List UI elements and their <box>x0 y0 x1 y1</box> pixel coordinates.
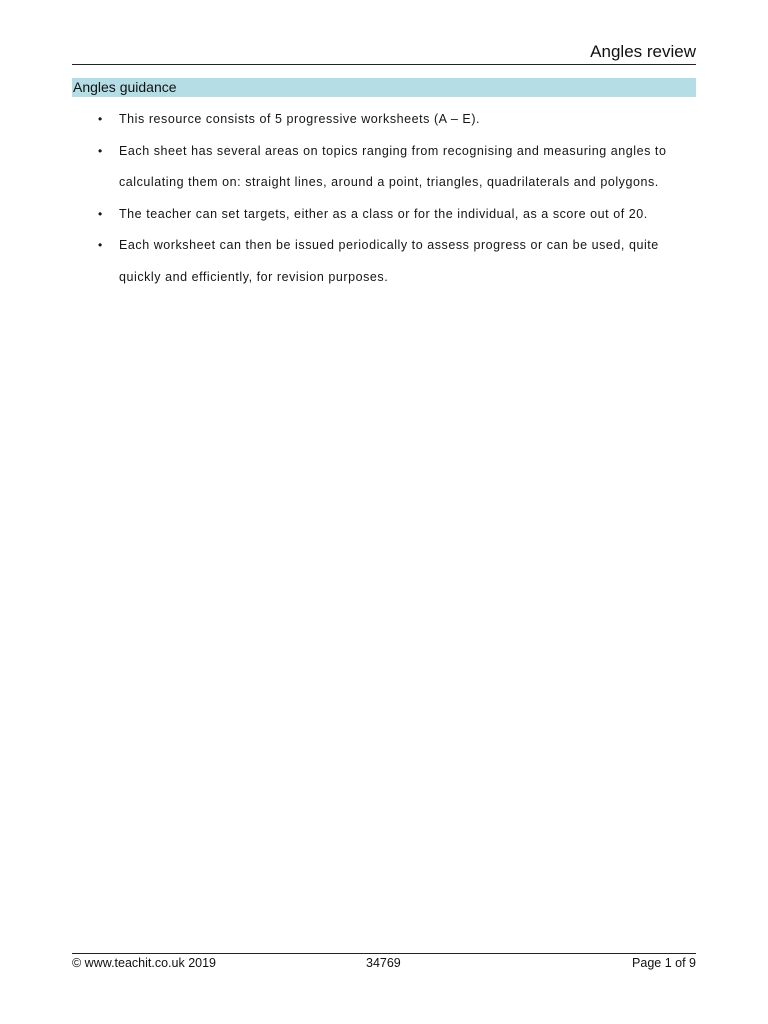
list-item-text: The teacher can set targets, either as a class or for the individual, as a score out of 20. <box>119 206 648 221</box>
list-item <box>72 136 696 199</box>
resource-code: 34769 <box>366 956 401 970</box>
list-item <box>72 199 696 231</box>
guidance-list <box>72 104 696 293</box>
list-item-text: Each sheet has several areas on topics ranging from recognising and measuring angles to calculating them on: straight lines, around a point, triangles, quadrilaterals and polygons. <box>119 143 667 189</box>
list-item <box>72 104 696 136</box>
document-title: Angles review <box>590 42 696 61</box>
list-item <box>72 230 696 293</box>
page-footer <box>72 953 696 972</box>
list-item-text: Each worksheet can then be issued periodically to assess progress or can be used, quite quickly and efficiently, for revision purposes. <box>119 238 659 284</box>
bullet-icon: • <box>98 238 103 252</box>
bullet-icon: • <box>98 112 103 126</box>
section-heading: Angles guidance <box>72 78 696 97</box>
bullet-icon: • <box>98 206 103 221</box>
copyright-text: © www.teachit.co.uk 2019 <box>72 956 217 970</box>
page-number: Page 1 of 9 <box>632 956 696 970</box>
bullet-icon: • <box>98 143 103 158</box>
page-header <box>72 40 696 65</box>
list-item-text: This resource consists of 5 progressive worksheets (A – E). <box>119 112 481 126</box>
